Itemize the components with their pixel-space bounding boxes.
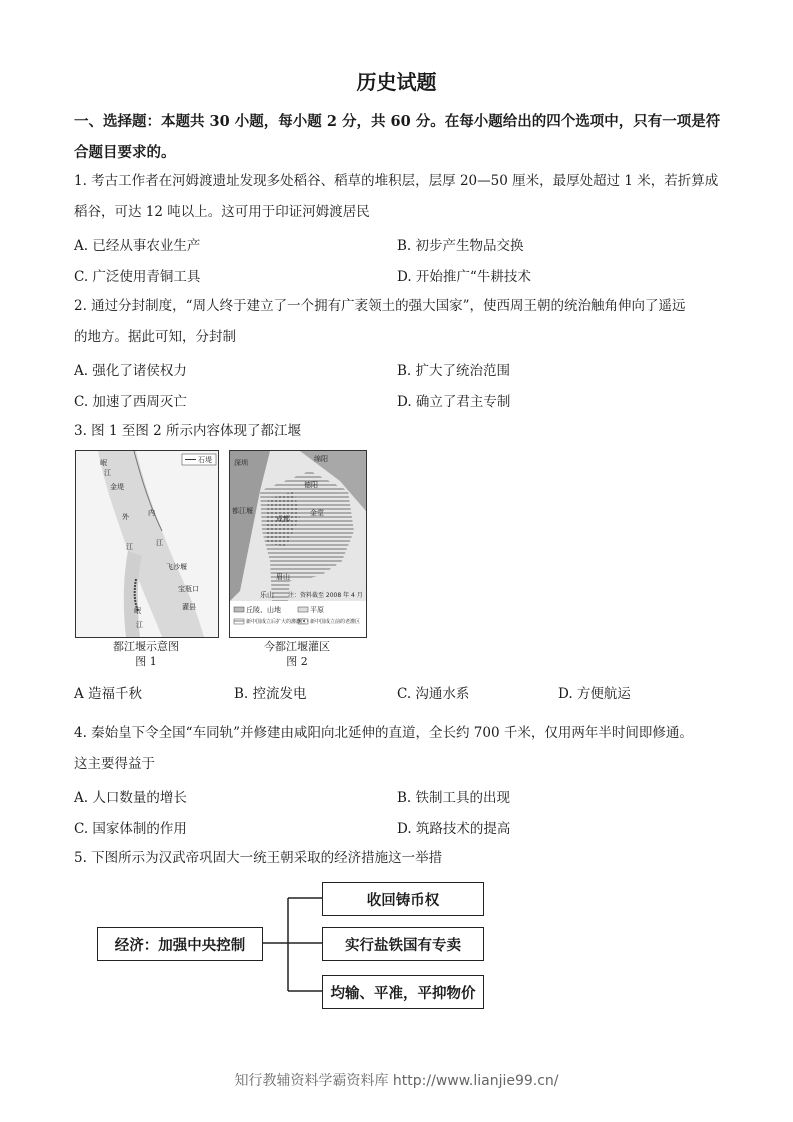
question-2-option-c: C. 加速了西周灭亡 bbox=[74, 394, 187, 410]
figure-2-label: 深圳 bbox=[234, 459, 248, 467]
figure-1-label: 江 bbox=[136, 621, 143, 629]
flowchart-branch-1: 收回铸币权 bbox=[322, 882, 484, 916]
question-1-stem-line1: 1. 考古工作者在河姆渡遗址发现多处稻谷、稻草的堆积层，层厚 20—50 厘米，最厚处超过 1 米，若折算成 bbox=[74, 173, 719, 189]
question-2-stem-line1: 2. 通过分封制度，“周人终于建立了一个拥有广袤领土的强大国家”，使西周王朝的统治触角伸向了遥远 bbox=[74, 298, 686, 314]
figure-1-caption: 都江堰示意图 bbox=[113, 640, 179, 653]
question-2-option-a: A. 强化了诸侯权力 bbox=[74, 363, 187, 379]
figure-2-label: 德阳 bbox=[304, 481, 318, 489]
question-1-option-c: C. 广泛使用青铜工具 bbox=[74, 269, 201, 285]
question-4-option-c: C. 国家体制的作用 bbox=[74, 821, 187, 837]
figure-2-legend-item: 丘陵、山地 bbox=[246, 606, 281, 614]
figure-2-legend-item: 新中国成立后扩大的灌溉区 bbox=[246, 619, 307, 625]
figure-1-label: 金堤 bbox=[110, 483, 124, 491]
question-1-option-b: B. 初步产生物品交换 bbox=[397, 238, 524, 254]
figure-1-legend-text: 石堤 bbox=[198, 456, 212, 464]
question-2-option-b: B. 扩大了统治范围 bbox=[397, 363, 511, 379]
figure-2-label: 绵阳 bbox=[314, 455, 328, 463]
page-title: 历史试题 bbox=[356, 70, 437, 94]
figure-1-label: 灌县 bbox=[182, 603, 196, 611]
figure-2-legend-item: 平原 bbox=[310, 606, 324, 614]
figure-2-label: 金堂 bbox=[310, 509, 324, 517]
figure-1-number: 图 1 bbox=[135, 655, 157, 668]
figure-2-label: 都江堰 bbox=[232, 507, 253, 515]
section-heading: 一、选择题：本题共 30 小题，每小题 2 分，共 60 分。在每小题给出的四个选项中，只有一项是符合题目要求的。 bbox=[74, 113, 721, 161]
figure-1-label: 宝瓶口 bbox=[178, 585, 199, 593]
question-2-stem-line2: 的地方。据此可知，分封制 bbox=[74, 329, 236, 345]
question-3-option-c: C. 沟通水系 bbox=[397, 686, 470, 702]
flowchart-branch-3: 均输、平准，平抑物价 bbox=[322, 975, 484, 1009]
figure-2-label: 眉山 bbox=[276, 573, 290, 581]
question-3-stem: 3. 图 1 至图 2 所示内容体现了都江堰 bbox=[74, 423, 302, 439]
figure-2-label: 成都 bbox=[276, 515, 290, 523]
question-1-option-a: A. 已经从事农业生产 bbox=[74, 238, 201, 254]
flowchart-root: 经济：加强中央控制 bbox=[97, 927, 263, 961]
figure-1-label: 飞沙堰 bbox=[166, 563, 187, 571]
question-4-stem-line2: 这主要得益于 bbox=[74, 756, 155, 772]
question-4-option-b: B. 铁制工具的出现 bbox=[397, 790, 511, 806]
figure-1-label: 岷 bbox=[100, 459, 107, 467]
question-3-option-b: B. 控流发电 bbox=[234, 686, 307, 702]
question-2-option-d: D. 确立了君主专制 bbox=[397, 394, 511, 410]
question-4-stem-line1: 4. 秦始皇下令全国“车同轨”并修建由咸阳向北延伸的直道，全长约 700 千米，仅用两年半时间即修通。 bbox=[74, 725, 693, 741]
flowchart-branch-2: 实行盐铁国有专卖 bbox=[322, 927, 484, 961]
figure-2-legend-item: 新中国成立前的老灌区 bbox=[310, 619, 361, 625]
question-4-option-d: D. 筑路技术的提高 bbox=[397, 821, 511, 837]
question-3-option-a: A 造福千秋 bbox=[74, 686, 143, 702]
figure-2-note: 注：资料截至 2008 年 4 月 bbox=[288, 592, 363, 599]
figure-2-caption: 今都江堰灌区 bbox=[264, 640, 330, 653]
question-4-option-a: A. 人口数量的增长 bbox=[74, 790, 187, 806]
figure-1-label: 江 bbox=[104, 469, 111, 477]
question-1-stem-line2: 稻谷，可达 12 吨以上。这可用于印证河姆渡居民 bbox=[74, 204, 370, 220]
figure-2-label: 乐山 bbox=[260, 591, 274, 599]
figure-1-label: 江 bbox=[126, 543, 133, 551]
page-footer: 知行教辅资料学霸资料库 http://www.lianjie99.cn/ bbox=[234, 1073, 559, 1089]
question-5-stem: 5. 下图所示为汉武帝巩固大一统王朝采取的经济措施这一举措 bbox=[74, 850, 443, 866]
figure-1-label: 外 bbox=[122, 513, 129, 521]
figure-1-label: 江 bbox=[156, 539, 163, 547]
question-1-option-d: D. 开始推广“牛耕技术 bbox=[397, 269, 531, 285]
figure-1-label: 内 bbox=[148, 509, 155, 517]
figure-2-number: 图 2 bbox=[286, 655, 308, 668]
figure-1-label: 岷 bbox=[134, 607, 141, 615]
question-3-option-d: D. 方便航运 bbox=[558, 686, 631, 702]
